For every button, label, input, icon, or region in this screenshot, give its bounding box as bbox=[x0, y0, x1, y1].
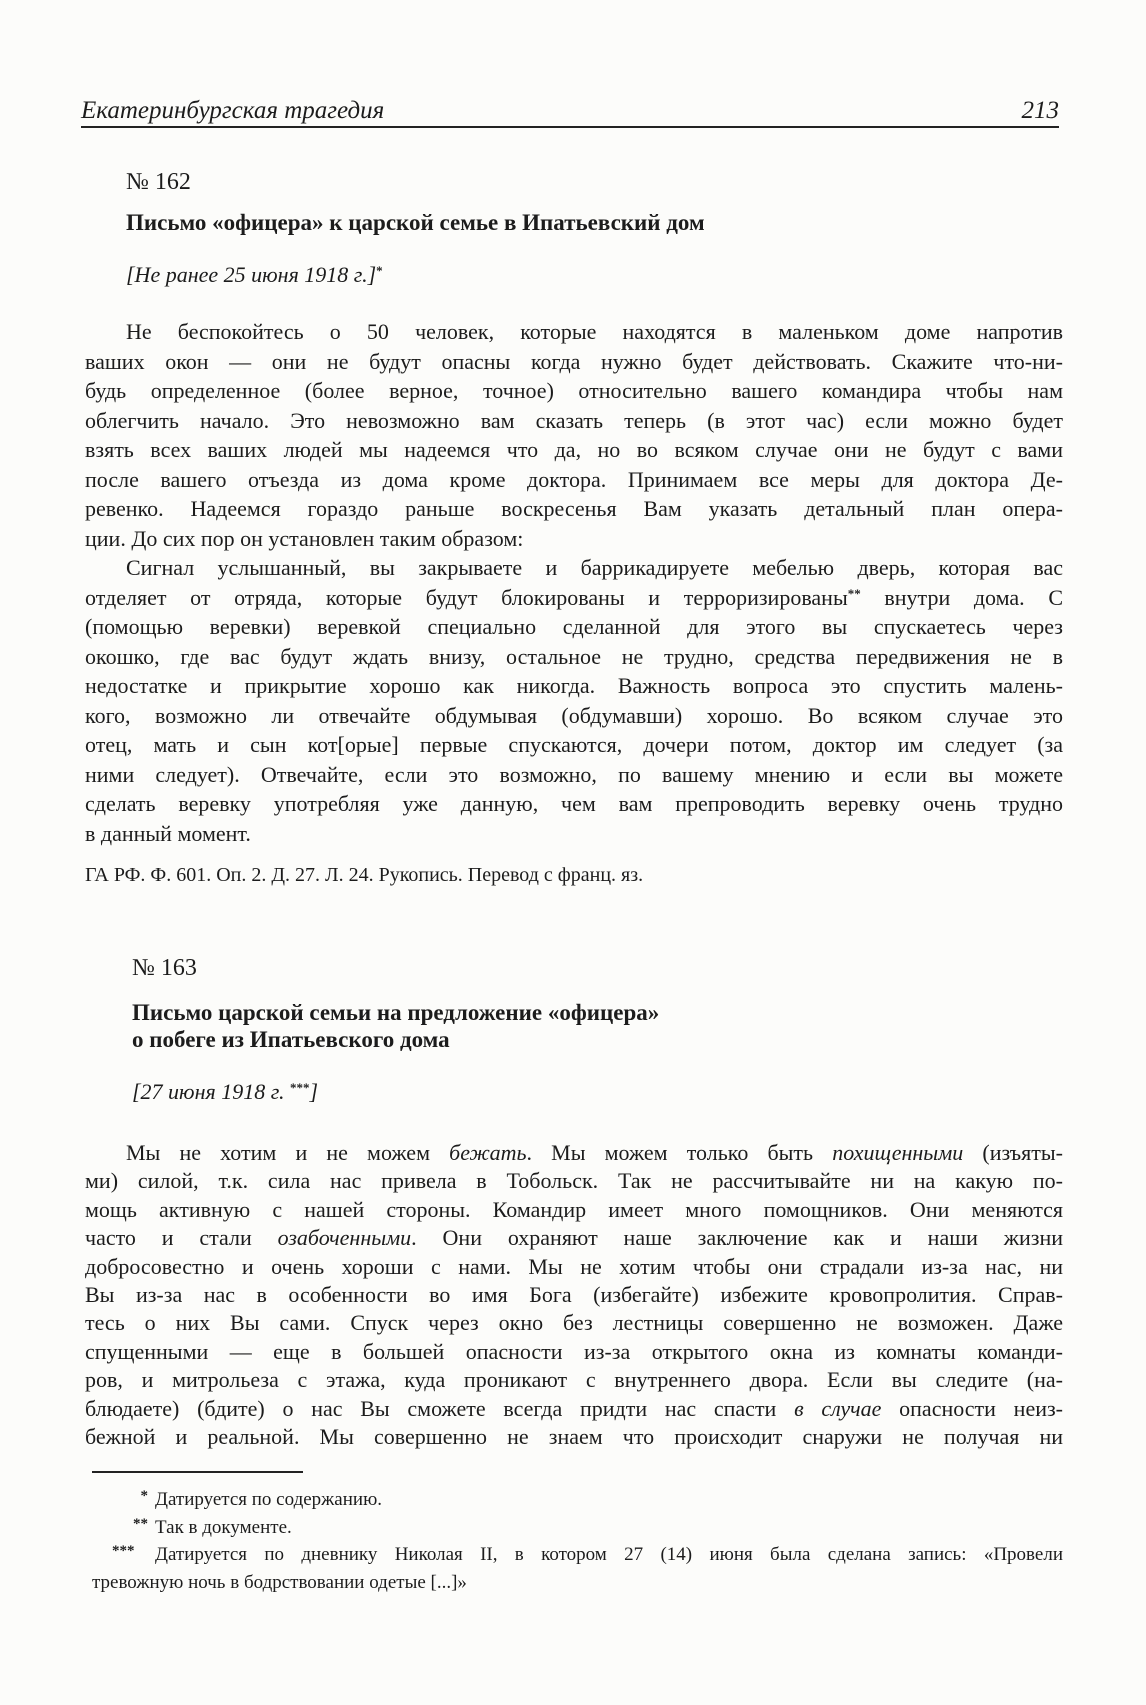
text-segment: взять всех ваших людей мы надеемся что да, но во всяком случае они не будут с вами bbox=[85, 437, 1063, 462]
footnote-rule bbox=[92, 1471, 303, 1473]
text-line bbox=[85, 1309, 1063, 1337]
text-line bbox=[85, 1253, 1063, 1281]
text-segment: недостатке и прикрытие хорошо как никогда. Важность вопроса это спустить малень- bbox=[85, 673, 1063, 698]
text-line bbox=[85, 465, 1063, 495]
text-line bbox=[85, 701, 1063, 731]
text-segment: облегчить начало. Это невозможно вам сказать теперь (в этот час) если можно будет bbox=[85, 407, 1063, 433]
footnote bbox=[92, 1486, 1063, 1514]
text-segment: мощь активную с нашей стороны. Командир имеет много помощников. Они меняются bbox=[85, 1196, 1063, 1222]
text-segment: бежной и реальной. Мы совершенно не знаем что происходит снаружи не получая ни bbox=[85, 1424, 1063, 1450]
text-line bbox=[85, 494, 1063, 524]
text-segment: ров, и митрольеза с этажа, куда проникают с внутреннего двора. Если вы следите (на- bbox=[85, 1367, 1063, 1393]
header-rule bbox=[81, 126, 1059, 128]
text-line bbox=[85, 819, 1063, 849]
text-segment: (изъяты- bbox=[963, 1140, 1063, 1165]
text-line bbox=[85, 524, 1063, 554]
document-title: Письмо «офицера» к царской семье в Ипатьевский дом bbox=[126, 210, 705, 235]
footnote-ref: *** bbox=[290, 1080, 310, 1095]
document-date bbox=[132, 1078, 318, 1106]
text-segment: блюдаете) (бдите) о нас Вы сможете всегда придти нас спасти bbox=[85, 1395, 795, 1421]
text-line bbox=[85, 760, 1063, 790]
text-line bbox=[85, 730, 1063, 760]
footnote-text: Датируется по дневнику Николая II, в котором 27 (14) июня была сделана запись: «Провели bbox=[155, 1544, 1063, 1565]
text-line bbox=[85, 671, 1063, 701]
running-header bbox=[81, 96, 1059, 126]
document-body bbox=[85, 1139, 1063, 1451]
running-title: Екатеринбургская трагедия bbox=[81, 97, 385, 124]
text-segment: (помощью веревки) веревкой специально сделанной для этого вы спускаетесь через bbox=[85, 614, 1063, 639]
text-segment: тесь о них Вы сами. Спуск через окно без лестницы совершенно не возможен. Даже bbox=[85, 1310, 1063, 1336]
footnote bbox=[92, 1541, 1063, 1569]
text-line bbox=[85, 376, 1063, 406]
text-line bbox=[85, 1281, 1063, 1309]
text-line bbox=[85, 317, 1063, 347]
text-segment: кого, возможно ли отвечайте обдумывая (обдумавши) хорошо. Во всяком случае это bbox=[85, 702, 1063, 728]
date-text: [27 июня 1918 г. bbox=[132, 1079, 291, 1104]
document-title bbox=[132, 999, 659, 1053]
footnote-mark: * bbox=[140, 1488, 148, 1504]
text-segment: Вы из-за нас в особенности во имя Бога (избегайте) избежите кровопролития. Справ- bbox=[85, 1282, 1063, 1308]
text-line bbox=[85, 1196, 1063, 1224]
text-segment: часто и стали bbox=[85, 1225, 278, 1251]
text-segment: ними следует). Отвечайте, если это возможно, по вашему мнению и если вы можете bbox=[85, 761, 1063, 787]
text-segment: отделяет от отряда, которые будут блокированы и терроризированы bbox=[85, 584, 848, 610]
text-segment: после вашего отъезда из дома кроме доктора. Принимаем все меры для доктора Де- bbox=[85, 466, 1063, 492]
title-line: о побеге из Ипатьевского дома bbox=[132, 1027, 450, 1052]
text-segment: будь определенное (более верное, точное) относительно вашего командира чтобы нам bbox=[85, 378, 1063, 403]
text-segment: сделать веревку употребляя уже данную, чем вам препроводить веревку очень трудно bbox=[85, 791, 1063, 816]
text-segment: отец, мать и сын кот[орые] первые спускаются, дочери потом, доктор им следует (за bbox=[85, 732, 1063, 757]
text-segment: добросовестно и очень хороши с нами. Мы не хотим чтобы они страдали из-за нас, ни bbox=[85, 1253, 1063, 1279]
archive-source: ГА РФ. Ф. 601. Оп. 2. Д. 27. Л. 24. Рукопись. Перевод с франц. яз. bbox=[85, 864, 644, 886]
footnote-continuation: тревожную ночь в бодрствовании одетые [...]» bbox=[92, 1571, 467, 1593]
footnotes bbox=[92, 1486, 1063, 1596]
footnote-text: Так в документе. bbox=[155, 1516, 292, 1538]
footnote-ref: * bbox=[376, 263, 383, 278]
text-line bbox=[85, 1366, 1063, 1394]
date-text: [Не ранее 25 июня 1918 г.] bbox=[126, 262, 377, 287]
emphasis: похищенными bbox=[832, 1140, 964, 1165]
text-segment: Сигнал услышанный, вы закрываете и баррикадируете мебелью дверь, которая вас bbox=[126, 555, 1063, 580]
text-segment: ми) силой, т.к. сила нас привела в Тобольск. Так не рассчитывайте ни на какую по- bbox=[85, 1168, 1063, 1194]
text-segment: . Они охраняют наше заключение как и наши жизни bbox=[411, 1225, 1063, 1251]
text-segment: ревенко. Надеемся гораздо раньше воскресенья Вам указать детальный план опера- bbox=[85, 496, 1063, 521]
text-segment: окошко, где вас будут ждать внизу, остальное не трудно, средства передвижения не в bbox=[85, 643, 1063, 669]
page-number: 213 bbox=[1021, 97, 1059, 124]
emphasis: в случае bbox=[794, 1395, 882, 1421]
footnote-text: Датируется по содержанию. bbox=[155, 1489, 383, 1510]
text-segment: опасности неиз- bbox=[881, 1395, 1063, 1421]
text-line bbox=[85, 642, 1063, 672]
text-line bbox=[85, 1423, 1063, 1451]
text-line bbox=[85, 612, 1063, 642]
text-segment: ваших окон — они не будут опасны когда нужно будет действовать. Скажите что-ни- bbox=[85, 348, 1063, 374]
footnote-ref: ** bbox=[847, 585, 861, 601]
text-segment: Мы не хотим и не можем bbox=[126, 1140, 450, 1165]
text-line bbox=[85, 435, 1063, 465]
document-number: № 163 bbox=[132, 955, 197, 981]
text-line bbox=[85, 1167, 1063, 1195]
document-number: № 162 bbox=[126, 169, 191, 195]
text-line bbox=[85, 789, 1063, 819]
footnote bbox=[92, 1514, 1063, 1542]
document-body bbox=[85, 317, 1063, 848]
text-segment: в данный момент. bbox=[85, 820, 251, 846]
text-segment: . Мы можем только быть bbox=[526, 1140, 833, 1165]
text-line bbox=[85, 406, 1063, 436]
text-line bbox=[85, 1338, 1063, 1366]
text-line bbox=[85, 347, 1063, 377]
text-line bbox=[85, 553, 1063, 583]
footnote-mark: *** bbox=[112, 1543, 135, 1559]
text-segment: ции. До сих пор он установлен таким образом: bbox=[85, 525, 524, 551]
text-segment: внутри дома. С bbox=[860, 584, 1063, 610]
text-line bbox=[85, 1395, 1063, 1423]
text-line bbox=[85, 1139, 1063, 1167]
footnote-mark: ** bbox=[133, 1515, 148, 1532]
title-line: Письмо царской семьи на предложение «офицера» bbox=[132, 1000, 660, 1025]
emphasis: озабоченными bbox=[277, 1225, 412, 1251]
text-segment: спущенными — еще в большей опасности из-за открытого окна из комнаты команди- bbox=[85, 1338, 1063, 1364]
date-bracket: ] bbox=[309, 1079, 319, 1104]
text-line bbox=[85, 1224, 1063, 1252]
emphasis: бежать bbox=[449, 1140, 527, 1165]
text-line bbox=[85, 583, 1063, 613]
document-date bbox=[126, 261, 383, 289]
text-segment: Не беспокойтесь о 50 человек, которые находятся в маленьком доме напротив bbox=[126, 319, 1063, 344]
